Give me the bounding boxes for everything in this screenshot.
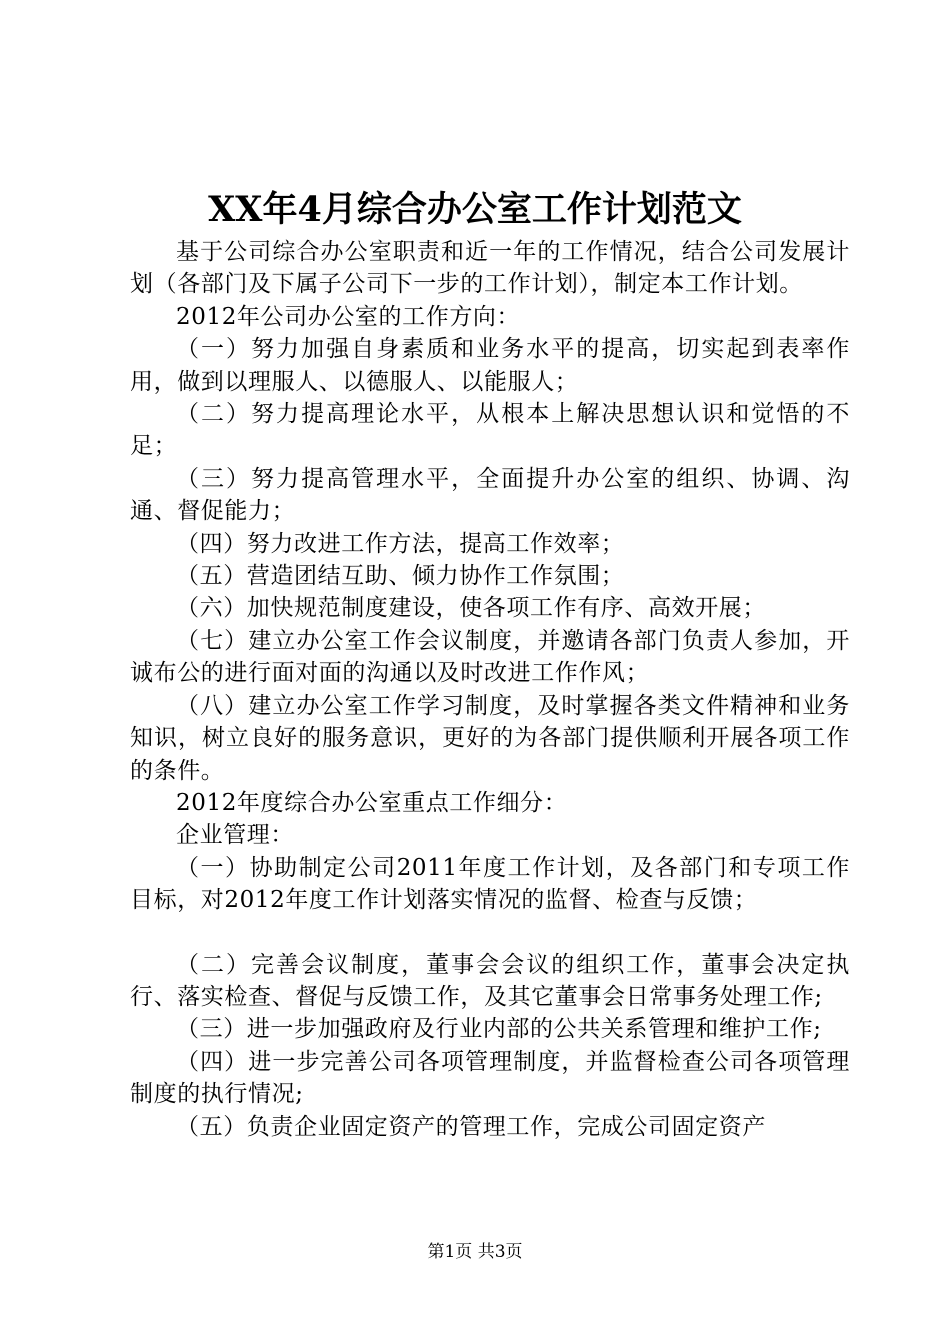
section-heading-key-work: 2012年度综合办公室重点工作细分： xyxy=(176,789,568,816)
direction-item-8: （八）建立办公室工作学习制度，及时掌握各类文件精神和业务知识，树立良好的服务意识，更好的为各部门提供顺利开展各项工作的条件。 xyxy=(130,692,850,784)
management-item-4: （四）进一步完善公司各项管理制度，并监督检查公司各项管理制度的执行情况; xyxy=(130,1048,850,1108)
direction-item-4: （四）努力改进工作方法，提高工作效率； xyxy=(176,530,625,557)
subsection-heading-management: 企业管理： xyxy=(176,822,294,849)
direction-item-1: （一）努力加强自身素质和业务水平的提高，切实起到表率作用，做到以理服人、以德服人、以能服人； xyxy=(130,336,850,395)
direction-item-3: （三）努力提高管理水平，全面提升办公室的组织、协调、沟通、督促能力； xyxy=(130,465,850,525)
direction-item-7: （七）建立办公室工作会议制度，并邀请各部门负责人参加，开诚布公的进行面对面的沟通以及时改进工作作风； xyxy=(130,627,850,687)
management-item-2: （二）完善会议制度，董事会会议的组织工作，董事会决定执行、落实检查、督促与反馈工作，及其它董事会日常事务处理工作; xyxy=(130,951,850,1010)
management-item-5: （五）负责企业固定资产的管理工作，完成公司固定资产 xyxy=(176,1113,766,1140)
intro-paragraph: 基于公司综合办公室职责和近一年的工作情况，结合公司发展计划（各部门及下属子公司下一步的工作计划），制定本工作计划。 xyxy=(130,239,850,298)
document-body xyxy=(130,236,850,1143)
management-item-3: （三）进一步加强政府及行业内部的公共关系管理和维护工作; xyxy=(176,1016,822,1043)
page-footer: 第1页 共3页 xyxy=(427,1242,523,1262)
direction-item-6: （六）加快规范制度建设，使各项工作有序、高效开展； xyxy=(176,595,766,622)
management-item-1: （一）协助制定公司2011年度工作计划，及各部门和专项工作目标，对2012年度工作计划落实情况的监督、检查与反馈； xyxy=(130,854,850,914)
direction-item-2: （二）努力提高理论水平，从根本上解决思想认识和觉悟的不足； xyxy=(130,401,850,460)
direction-item-5: （五）营造团结互助、倾力协作工作氛围； xyxy=(176,563,625,590)
section-heading-direction: 2012年公司办公室的工作方向： xyxy=(176,303,521,330)
document-title: XX年4月综合办公室工作计划范文 xyxy=(208,189,742,230)
